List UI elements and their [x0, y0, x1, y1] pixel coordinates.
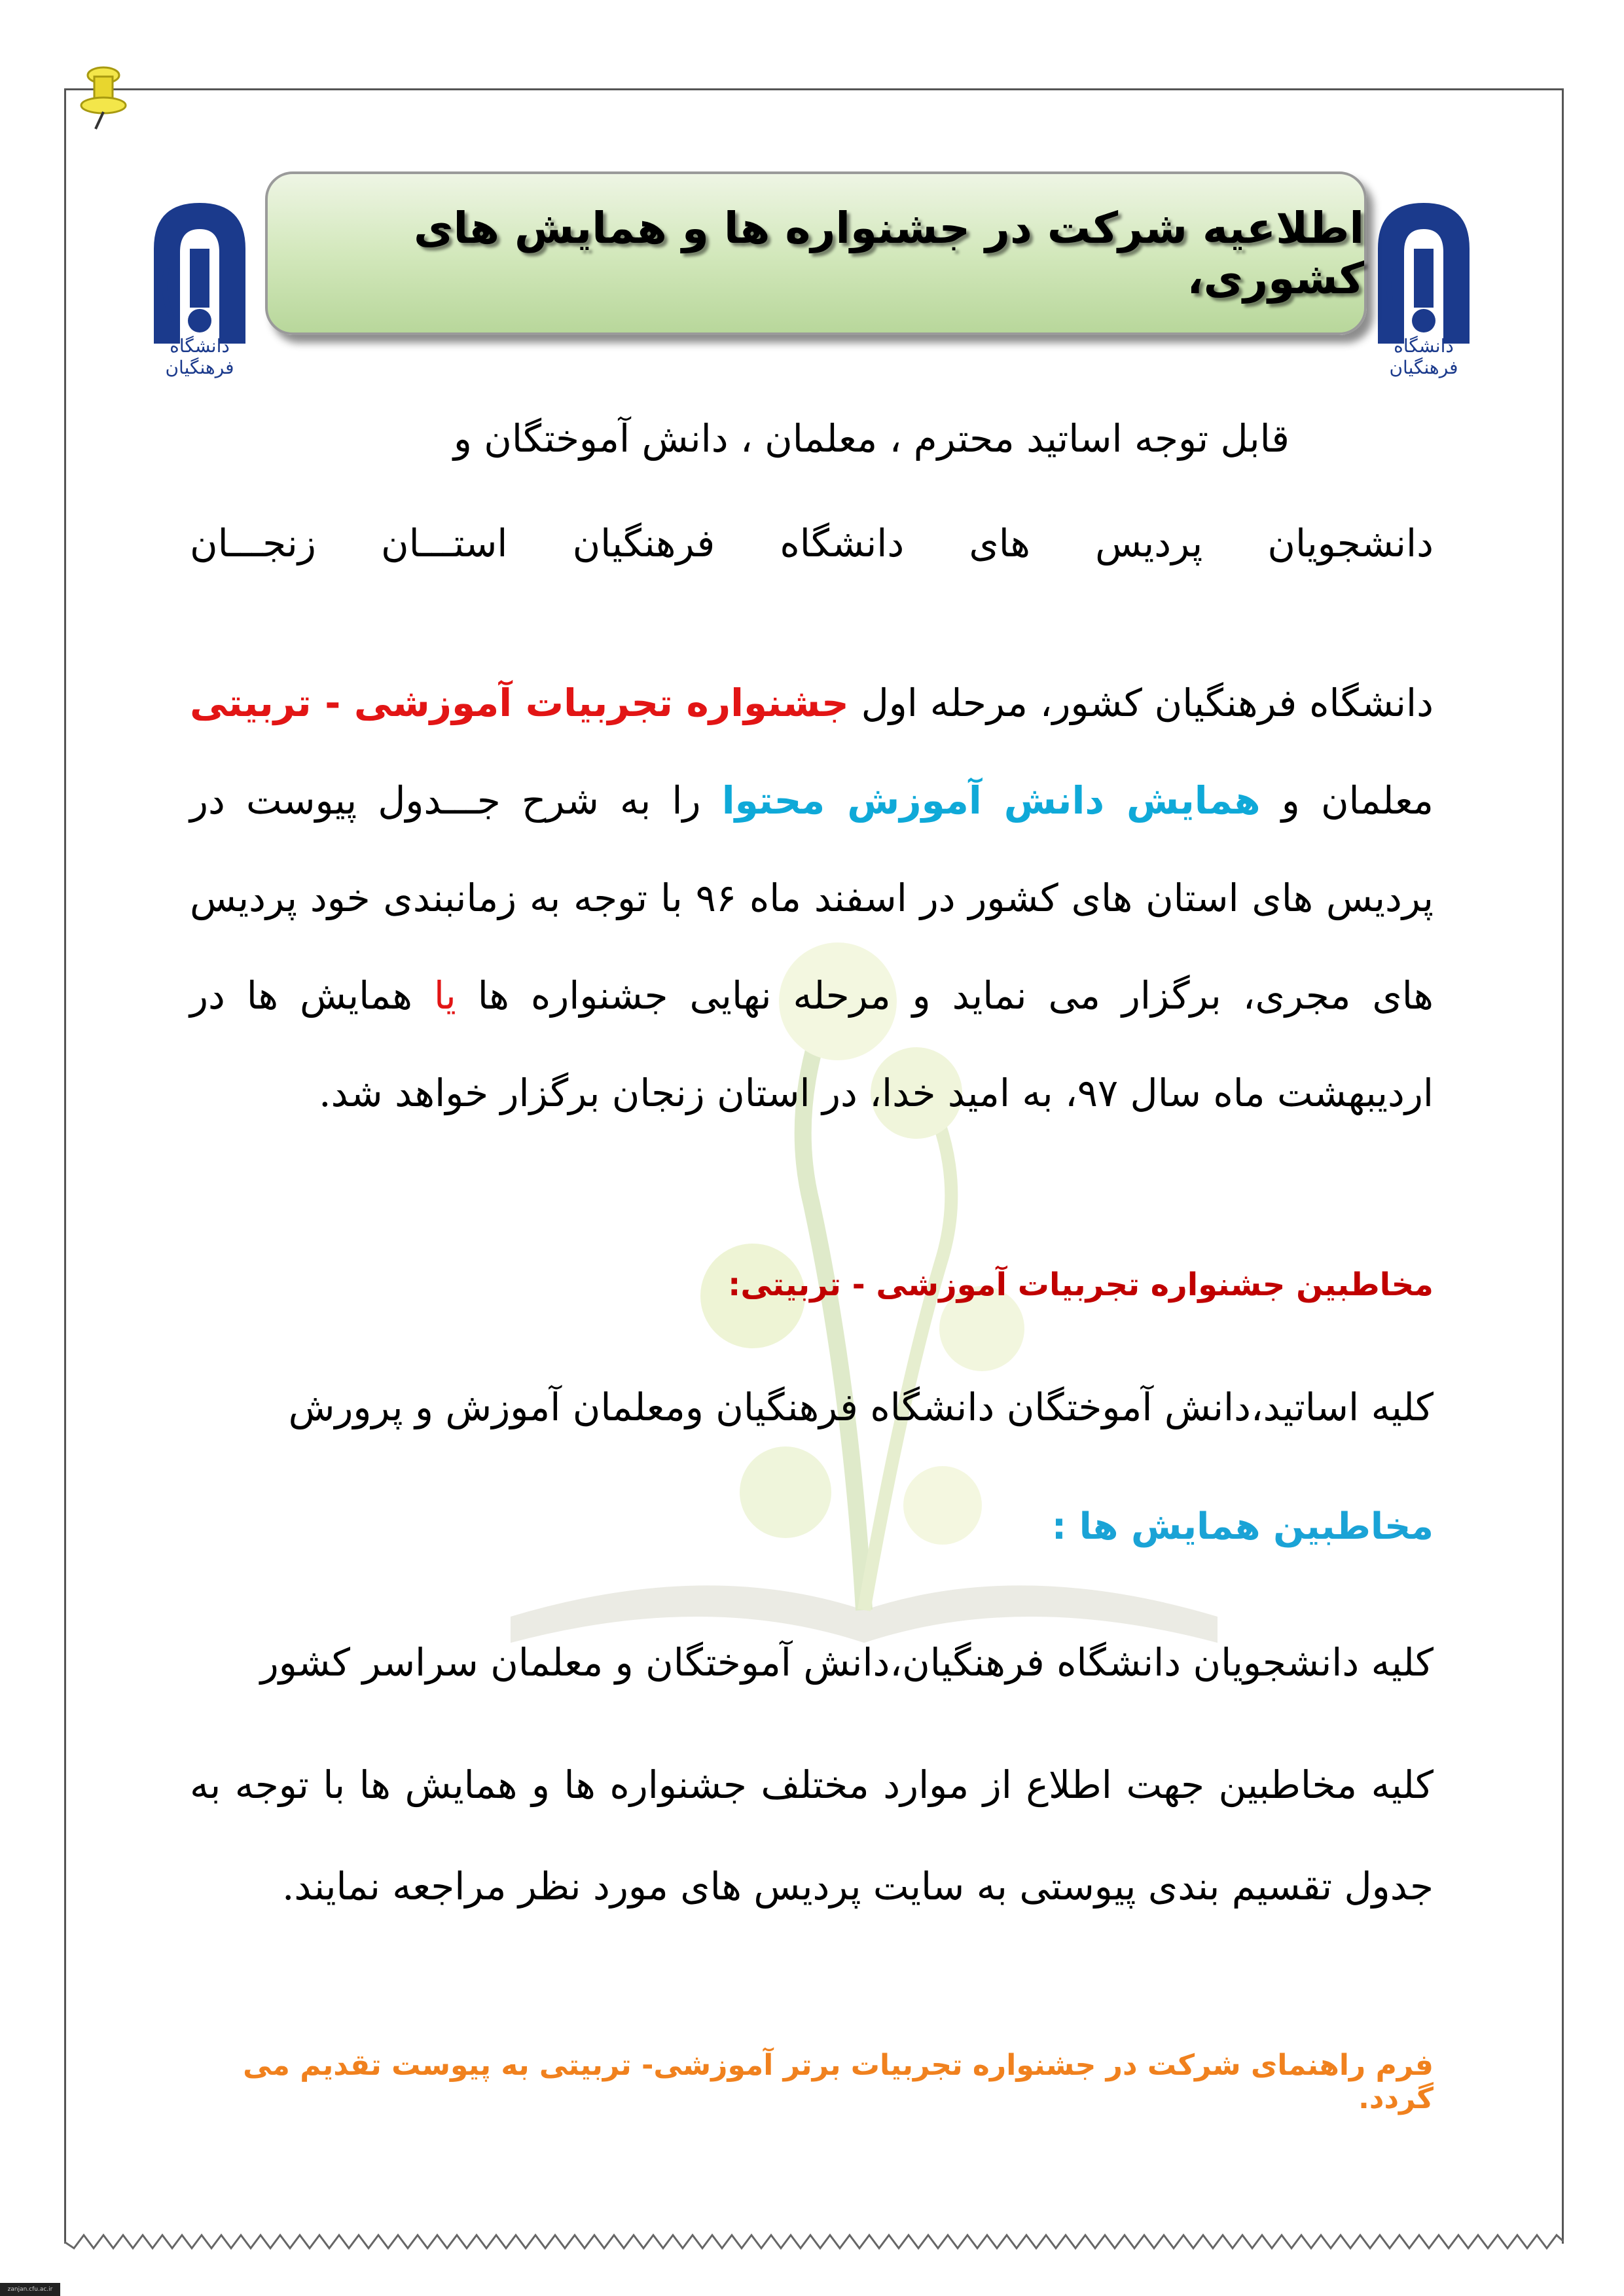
main-text-mid: معلمان و	[1260, 778, 1434, 823]
festival-audience-text: کلیه اساتید،دانش آموختگان دانشگاه فرهنگیان ومعلمان آموزش و پرورش	[288, 1385, 1434, 1429]
logo-caption: دانشگاه فرهنگیان	[1389, 335, 1458, 378]
conference-audience-heading: مخاطبین همایش ها :	[1051, 1505, 1434, 1548]
footer-stamp: zanjan.cfu.ac.ir	[0, 2283, 60, 2296]
intro-line-1: قابل توجه اساتید محترم ، معلمان ، دانش آموختگان و	[453, 416, 1290, 461]
university-emblem-icon	[1365, 190, 1483, 347]
closing-paragraph: کلیه مخاطبین جهت اطلاع از موارد مختلف جشنواره ها و همایش ها با توجه به جدول تقسیم بندی پیوستی به سایت پردیس های مورد نظر مراجعه نمایند.	[190, 1763, 1434, 1909]
conference-audience-text: کلیه دانشجویان دانشگاه فرهنگیان،دانش آموختگان و معلمان سراسر کشور	[260, 1640, 1434, 1685]
title-banner	[265, 171, 1367, 335]
intro-line-2: دانشجویان پردیس های دانشگاه فرهنگیان استـــان زنجـــان	[190, 521, 1434, 565]
wavy-bottom-border	[64, 2232, 1564, 2251]
university-emblem-icon	[141, 190, 259, 347]
university-logo-right	[1365, 190, 1483, 386]
main-text-start: دانشگاه فرهنگیان کشور، مرحله اول	[848, 681, 1434, 725]
conference-name: همایش دانش آموزش محتوا	[721, 778, 1261, 823]
main-text-end: همایش ها در اردیبهشت ماه سال ۹۷، به امید خدا، در استان زنجان برگزار خواهد شد.	[190, 973, 1434, 1115]
pushpin-icon	[71, 62, 130, 131]
festival-name: جشنواره تجربیات آموزشی - تربیتی	[190, 681, 849, 725]
highlighted-word: یا	[433, 973, 456, 1018]
page-title: اطلاعیه شرکت در جشنواره ها و همایش های کشوری،	[414, 203, 1364, 304]
logo-caption: دانشگاه فرهنگیان	[165, 335, 234, 378]
attachment-note: فرم راهنمای شرکت در جشنواره تجربیات برتر آموزشی- تربیتی به پیوست تقدیم می گردد.	[243, 2049, 1434, 2115]
festival-audience-heading: مخاطبین جشنواره تجربیات آموزشی - تربیتی:	[728, 1266, 1434, 1303]
university-logo-left	[141, 190, 259, 386]
main-paragraph	[190, 655, 1434, 1142]
main-text-cont: را به شرح جـــدول پیوست در پردیس های استان های کشور در اسفند ماه ۹۶ با توجه به زمانبندی خود پردیس های مجری، برگزار می نماید و مرحله نهایی جشنواره ها	[190, 778, 1434, 1018]
